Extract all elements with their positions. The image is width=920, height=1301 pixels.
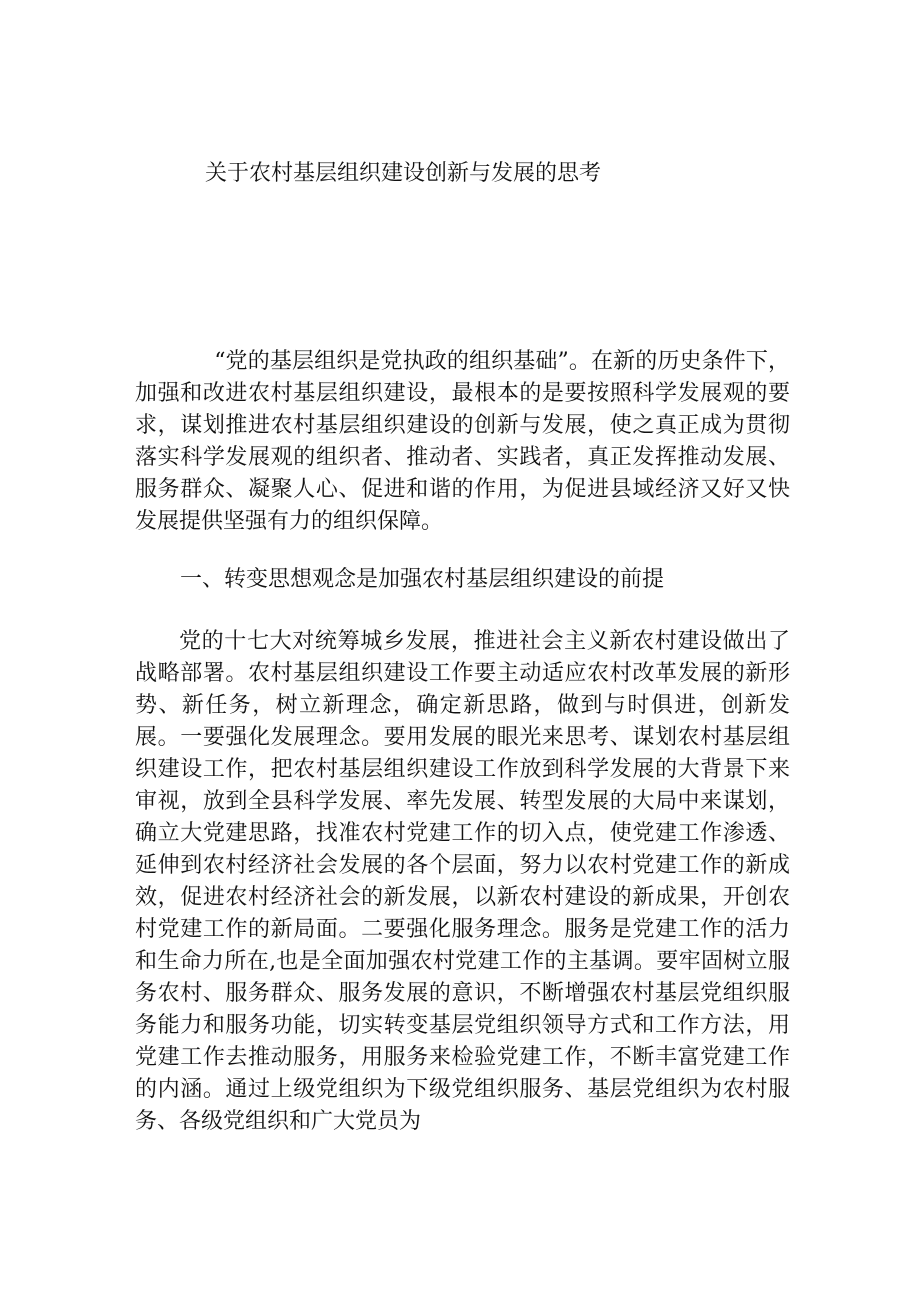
intro-paragraph: “党的基层组织是党执政的组织基础”。在新的历史条件下，加强和改进农村基层组织建设，最根本的是要按照科学发展观的要求，谋划推进农村基层组织建设的创新与发展，使之真正成为贯彻落实科学发展观的组织者、推动者、实践者，真正发挥推动发展、服务群众、凝聚人心、促进和谐的作用，为促进县域经济又好又快发展提供坚强有力的组织保障。: [135, 349, 790, 534]
section-paragraph: 党的十七大对统筹城乡发展，推进社会主义新农村建设做出了战略部署。农村基层组织建设工作要主动适应农村改革发展的新形势、新任务，树立新理念，确定新思路，做到与时俱进，创新发展。一要强化发展理念。要用发展的眼光来思考、谋划农村基层组织建设工作，把农村基层组织建设工作放到科学发展的大背景下来审视，放到全县科学发展、率先发展、转型发展的大局中来谋划，确立大党建思路，找准农村党建工作的切入点，使党建工作渗透、延伸到农村经济社会发展的各个层面，努力以农村党建工作的新成效，促进农村经济社会的新发展，以新农村建设的新成果，开创农村党建工作的新局面。二要强化服务理念。服务是党建工作的活力和生命力所在,也是全面加强农村党建工作的主基调。要牢固树立服务农村、服务群众、服务发展的意识，不断增强农村基层党组织服务能力和服务功能，切实转变基层党组织领导方式和工作方法，用党建工作去推动服务，用服务来检验党建工作，不断丰富党建工作的内涵。通过上级党组织为下级党组织服务、基层党组织为农村服务、各级党组织和广大党员为: [135, 629, 790, 1134]
document-title: 关于农村基层组织建设创新与发展的思考: [205, 161, 602, 186]
section-heading: 一、转变思想观念是加强农村基层组织建设的前提: [180, 567, 665, 592]
